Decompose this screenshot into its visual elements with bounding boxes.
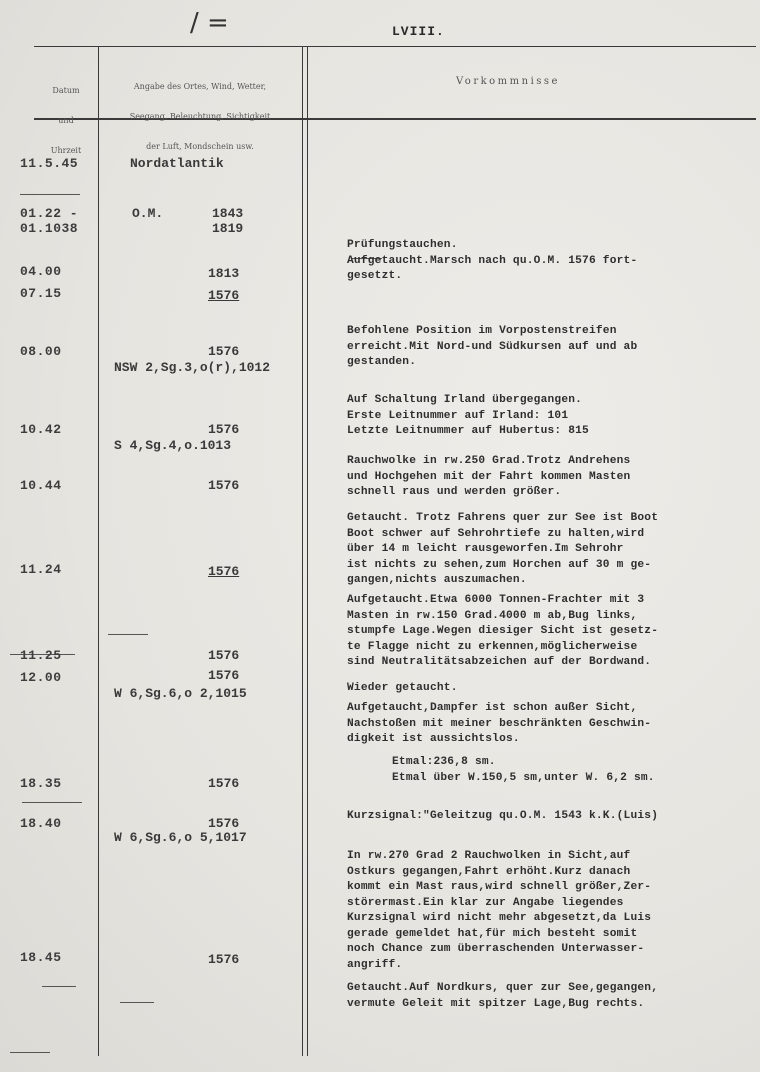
page-number: LVIII. bbox=[392, 24, 445, 39]
entry-square: 1843 1819 bbox=[212, 206, 244, 236]
entry-location: Nordatlantik bbox=[130, 156, 224, 171]
entry-events: Prüfungstauchen. Aufgetaucht.Marsch nach qu.O.M. 1576 fort- gesetzt. bbox=[347, 239, 638, 282]
margin-mark bbox=[42, 986, 76, 987]
column-divider-1 bbox=[98, 46, 99, 1056]
entry-date: 11.24 bbox=[20, 562, 62, 577]
entry-events: Getaucht. Trotz Fahrens quer zur See ist Boot Boot schwer auf Sehrohrtiefe zu halten,wird über 14 m leicht rausgeworfen.Im Sehrohr ist nichts zu sehen,zum Horchen auf 30 m ge- gangen,nichts auszumachen. bbox=[347, 512, 659, 586]
etmal-note: Etmal:236,8 sm. Etmal über W.150,5 sm,unter W. 6,2 sm. bbox=[392, 756, 655, 784]
entry-location: O.M. bbox=[132, 206, 164, 221]
margin-mark bbox=[10, 1052, 50, 1053]
entry-location: S 4,Sg.4,o.1013 bbox=[114, 438, 232, 453]
entry-square: 1813 bbox=[208, 266, 240, 281]
entry-location: NSW 2,Sg.3,o(r),1012 bbox=[114, 360, 271, 375]
entry-date: 04.00 bbox=[20, 264, 62, 279]
entry-date: 08.00 bbox=[20, 344, 62, 359]
entry-events: Getaucht.Auf Nordkurs, quer zur See,gegangen, vermute Geleit mit spitzer Lage,Bug rechts. bbox=[347, 982, 659, 1010]
margin-mark bbox=[120, 1002, 154, 1003]
entry-date: 18.45 bbox=[20, 950, 62, 965]
entry-events: Aufgetaucht,Dampfer ist schon außer Sicht, Nachstoßen mit meiner beschränkten Geschwin- digkeit ist aussichtslos. bbox=[347, 702, 652, 745]
entry-date: 10.44 bbox=[20, 478, 62, 493]
header-top-rule bbox=[34, 46, 756, 47]
entry-events: Wieder getaucht. bbox=[347, 682, 458, 694]
header-col1: Datum und Uhrzeit bbox=[50, 86, 82, 155]
entry-square: 1576 bbox=[208, 816, 240, 831]
entry-square: 1576 bbox=[208, 776, 240, 791]
entry-date: 12.00 bbox=[20, 670, 62, 685]
entry-events: In rw.270 Grad 2 Rauchwolken in Sicht,auf Ostkurs gegangen,Fahrt erhöht.Kurz danach kommt ein Mast raus,wird schnell größer,Zer- störermast.Ein klar zur Angabe liegendes Kurzsignal wird nicht mehr abgesetzt,da Luis gerade gemeldet hat,für mich besteht somit noch Chance zum überraschenden Unterwasser- angriff. bbox=[347, 850, 652, 971]
entry-date: 11.25 bbox=[20, 648, 62, 663]
entry-date: 11.5.45 bbox=[20, 156, 79, 171]
entry-date: 10.42 bbox=[20, 422, 62, 437]
entry-location: W 6,Sg.6,o 2,1015 bbox=[114, 686, 247, 701]
entry-events: Kurzsignal:"Geleitzug qu.O.M. 1543 k.K.(Luis) bbox=[347, 810, 659, 822]
header-col3: Vorkommnisse bbox=[456, 76, 560, 87]
entry-events: Befohlene Position im Vorpostenstreifen erreicht.Mit Nord-und Südkursen auf und ab gestanden. bbox=[347, 325, 638, 368]
entry-location: W 6,Sg.6,o 5,1017 bbox=[114, 830, 247, 845]
entry-date: 07.15 bbox=[20, 286, 62, 301]
entry-square: 1576 bbox=[208, 422, 240, 437]
column-divider-3 bbox=[307, 46, 308, 1056]
page-top-marks: / = bbox=[190, 8, 229, 38]
entry-date: 18.35 bbox=[20, 776, 62, 791]
entry-events: Rauchwolke in rw.250 Grad.Trotz Andrehens und Hochgehen mit der Fahrt kommen Masten schnell raus und werden größer. bbox=[347, 455, 631, 498]
entry-square: 1576 bbox=[208, 952, 240, 967]
entry-events: Aufgetaucht.Etwa 6000 Tonnen-Frachter mit 3 Masten in rw.150 Grad.4000 m ab,Bug links, stumpfe Lage.Wegen diesiger Sicht ist gesetz- te Flagge nicht zu erkennen,möglicherweise sind Neutralitätsabzeichen auf der Bordwand. bbox=[347, 594, 659, 668]
entry-square: 1576 bbox=[208, 478, 240, 493]
margin-mark bbox=[20, 194, 80, 195]
entry-square: 1576 bbox=[208, 564, 240, 579]
entry-date: 18.40 bbox=[20, 816, 62, 831]
entry-date: 01.22 - 01.1038 bbox=[20, 206, 79, 236]
entry-square: 1576 bbox=[208, 648, 240, 663]
header-col2: Angabe des Ortes, Wind, Wetter, Seegang, Beleuchtung, Sichtigkeit der Luft, Mondschein usw. bbox=[129, 82, 271, 151]
margin-mark bbox=[108, 634, 148, 635]
entry-square: 1576 bbox=[208, 668, 240, 683]
entry-square: 1576 bbox=[208, 288, 240, 303]
margin-mark bbox=[22, 802, 82, 803]
entry-square: 1576 bbox=[208, 344, 240, 359]
column-divider-2 bbox=[302, 46, 303, 1056]
entry-events: Auf Schaltung Irland übergegangen. Erste Leitnummer auf Irland: 101 Letzte Leitnummer auf Hubertus: 815 bbox=[347, 394, 589, 437]
